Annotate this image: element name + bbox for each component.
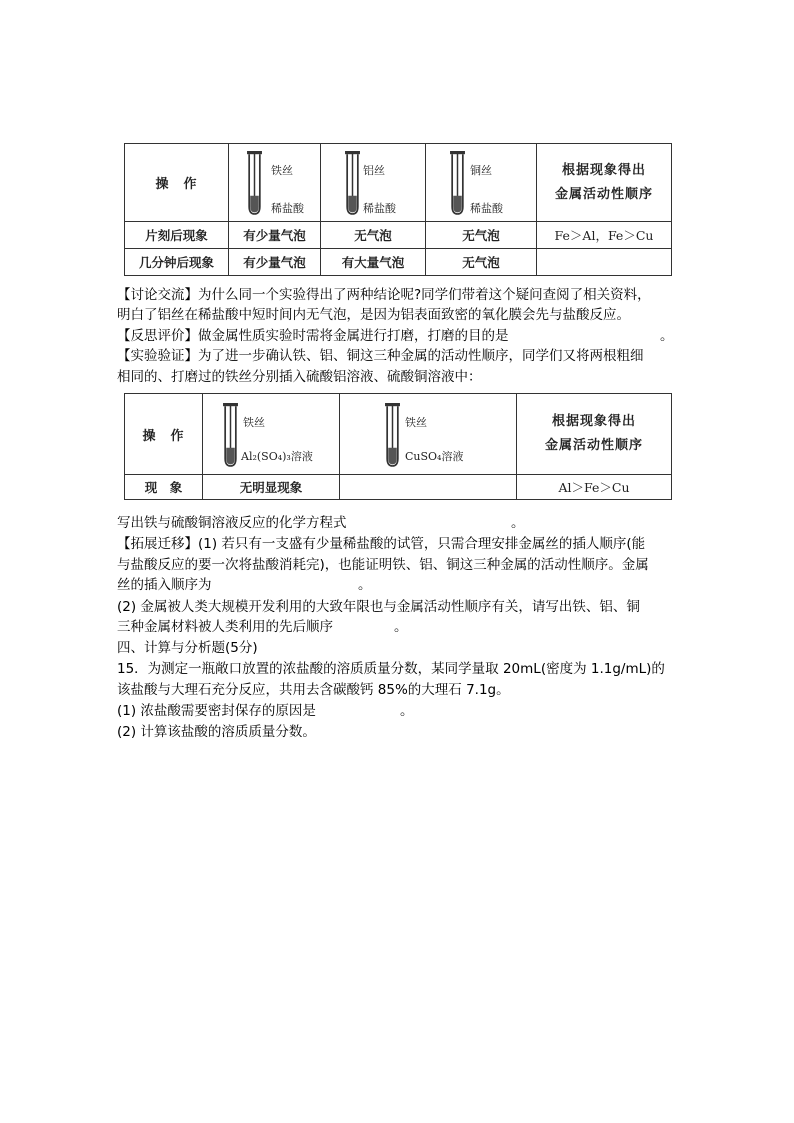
tube-cell-aluminum bbox=[321, 144, 426, 222]
table-cell: 无明显现象 bbox=[203, 475, 340, 500]
question-15-part-2: (2) 计算该盐酸的溶质质量分数。 bbox=[117, 724, 316, 740]
activity-table-1 bbox=[124, 143, 672, 276]
extension-line-4: (2) 金属被人类大规模开发利用的大致年限也与金属活动性顺序有关，请写出铁、铝、铜 bbox=[117, 599, 640, 615]
table-cell: 有少量气泡 bbox=[229, 249, 321, 276]
tube-cell-al-sulfate bbox=[203, 394, 340, 475]
conclusion-header-line-1: 根据现象得出 bbox=[561, 162, 646, 178]
conclusion-header bbox=[517, 394, 672, 475]
table-row bbox=[125, 475, 672, 500]
test-tube-icon bbox=[223, 403, 238, 467]
section-heading: 四、计算与分析题(5分) bbox=[117, 640, 258, 656]
extension-line-3-end: 。 bbox=[358, 577, 372, 593]
verify-line-1: 【实验验证】为了进一步确认铁、铝、铜这三种金属的活动性顺序，同学们又将两根粗细 bbox=[117, 348, 644, 364]
test-tube-icon bbox=[247, 151, 262, 215]
row-label: 几分钟后现象 bbox=[125, 249, 229, 276]
discussion-line-2: 明白了铝丝在稀盐酸中短时间内无气泡，是因为铝表面致密的氧化膜会先与盐酸反应。 bbox=[117, 307, 630, 323]
conclusion-header-line-2: 金属活动性顺序 bbox=[554, 186, 653, 202]
tube-metal-label: 铝丝 bbox=[363, 164, 385, 177]
tube-liquid-label: 稀盐酸 bbox=[363, 202, 396, 215]
activity-table-2 bbox=[124, 393, 672, 500]
reflection-line: 【反思评价】做金属性质实验时需将金属进行打磨，打磨的目的是 bbox=[117, 328, 509, 344]
conclusion-header-line-2: 金属活动性顺序 bbox=[544, 438, 643, 453]
discussion-line-1: 【讨论交流】为什么同一个实验得出了两种结论呢?同学们带着这个疑问查阅了相关资料， bbox=[117, 287, 651, 303]
operation-header: 操 作 bbox=[125, 144, 229, 222]
tube-liquid-label: Al₂(SO₄)₃溶液 bbox=[241, 450, 313, 463]
tube-metal-label: 铁丝 bbox=[243, 416, 265, 429]
extension-line-3: 丝的插入顺序为 bbox=[117, 577, 212, 593]
test-tube-icon bbox=[450, 151, 465, 215]
question-15-line-2: 该盐酸与大理石充分反应，共用去含碳酸钙 85%的大理石 7.1g。 bbox=[117, 682, 510, 698]
table-cell: 无气泡 bbox=[321, 222, 426, 249]
operation-header: 操 作 bbox=[125, 394, 203, 475]
table-cell: 有少量气泡 bbox=[229, 222, 321, 249]
extension-line-5: 三种金属材料被人类利用的先后顺序 bbox=[117, 619, 333, 635]
reflection-line-end: 。 bbox=[660, 328, 674, 344]
question-15-part-1: (1) 浓盐酸需要密封保存的原因是 bbox=[117, 703, 316, 719]
tube-cell-copper bbox=[426, 144, 537, 222]
table-cell bbox=[340, 475, 517, 500]
conclusion-cell: Al＞Fe＞Cu bbox=[517, 475, 672, 500]
verify-line-2: 相同的、打磨过的铁丝分别插入硫酸铝溶液、硫酸铜溶液中： bbox=[117, 369, 482, 385]
row-label: 现 象 bbox=[125, 475, 203, 500]
tube-metal-label: 铁丝 bbox=[405, 416, 427, 429]
tube-metal-label: 铜丝 bbox=[470, 164, 492, 177]
question-15-part-1-end: 。 bbox=[400, 703, 414, 719]
row-label: 片刻后现象 bbox=[125, 222, 229, 249]
tube-metal-label: 铁丝 bbox=[271, 164, 293, 177]
equation-line: 写出铁与硫酸铜溶液反应的化学方程式 bbox=[117, 515, 347, 531]
conclusion-header-line-1: 根据现象得出 bbox=[551, 414, 636, 429]
conclusion-cell: Fe＞Al，Fe＞Cu bbox=[537, 222, 672, 249]
conclusion-cell bbox=[537, 249, 672, 276]
test-tube-icon bbox=[385, 403, 400, 467]
test-tube-icon bbox=[345, 151, 360, 215]
extension-line-5-end: 。 bbox=[394, 619, 408, 635]
tube-liquid-label: 稀盐酸 bbox=[470, 202, 503, 215]
table-row bbox=[125, 222, 672, 249]
tube-liquid-label: 稀盐酸 bbox=[271, 202, 304, 215]
conclusion-header bbox=[537, 144, 672, 222]
tube-liquid-label: CuSO₄溶液 bbox=[405, 450, 464, 463]
table-row bbox=[125, 249, 672, 276]
equation-line-end: 。 bbox=[511, 515, 525, 531]
extension-line-2: 与盐酸反应的要一次将盐酸消耗完)，也能证明铁、铝、铜这三种金属的活动性顺序。金属 bbox=[117, 557, 649, 573]
table-cell: 无气泡 bbox=[426, 249, 537, 276]
extension-line-1: 【拓展迁移】(1) 若只有一支盛有少量稀盐酸的试管，只需合理安排金属丝的插人顺序(能 bbox=[117, 536, 646, 552]
table-cell: 无气泡 bbox=[426, 222, 537, 249]
tube-cell-cu-sulfate bbox=[340, 394, 517, 475]
question-15-line-1: 15．为测定一瓶敞口放置的浓盐酸的溶质质量分数，某同学量取 20mL(密度为 1.1g/mL)的 bbox=[117, 661, 665, 677]
table-cell: 有大量气泡 bbox=[321, 249, 426, 276]
tube-cell-iron bbox=[229, 144, 321, 222]
